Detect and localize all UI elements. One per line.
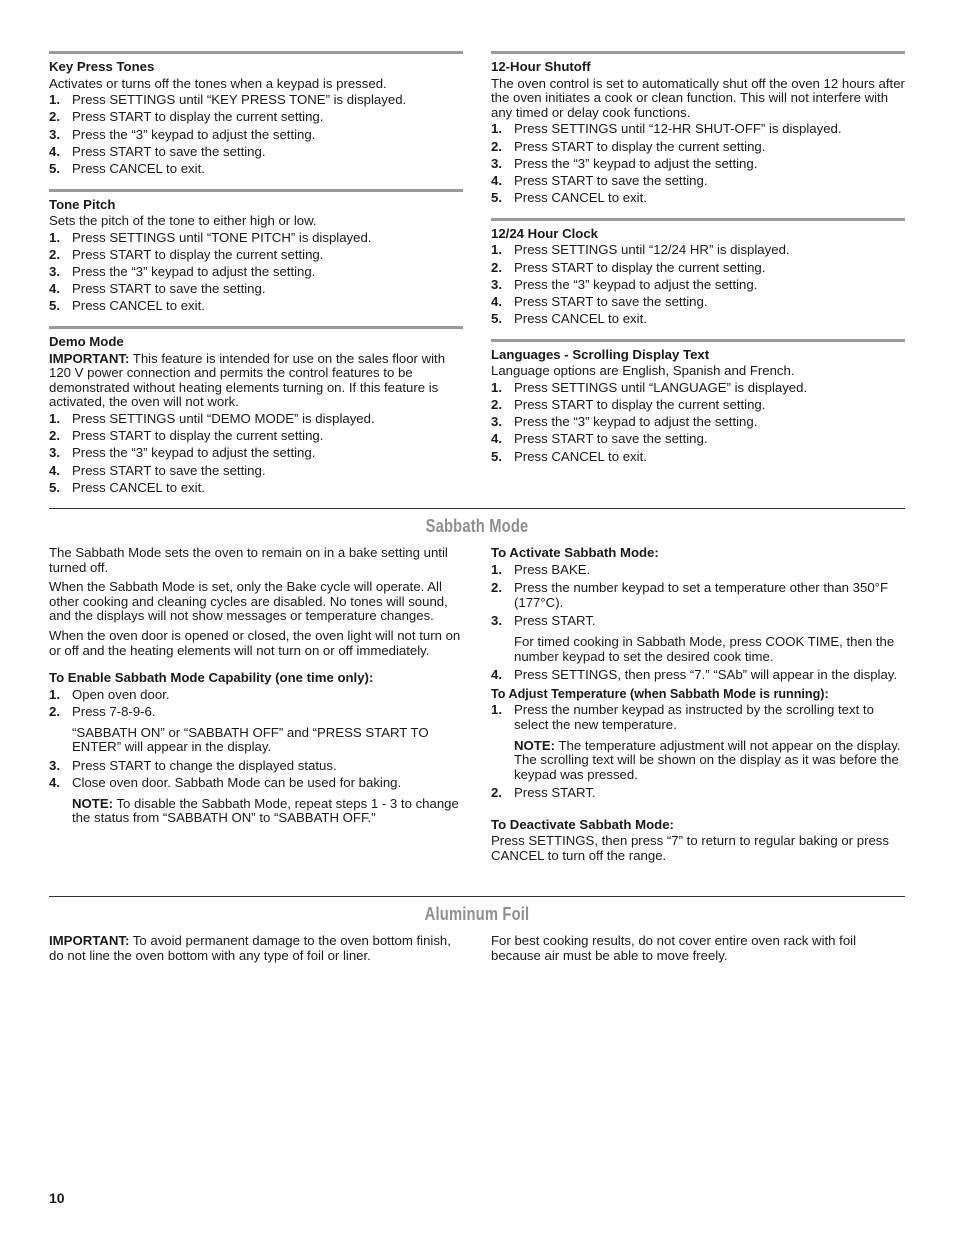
step-item: 2. Press START to display the current setting. xyxy=(491,397,766,413)
foil-tip: For best cooking results, do not cover entire oven rack with foil because air must be able to move freely. xyxy=(491,933,857,963)
aluminum-foil-title: Aluminum Foil xyxy=(424,904,530,924)
step-item: 2. Press START to display the current setting. xyxy=(49,428,324,444)
step-subnote: For timed cooking in Sabbath Mode, press COOK TIME, then the number keypad to set the desired cook time. xyxy=(514,633,895,664)
sabbath-mode-title: Sabbath Mode xyxy=(425,516,529,536)
step-item: 2. Press START. xyxy=(491,785,596,801)
steps-list xyxy=(491,381,905,464)
step-subnote: “SABBATH ON” or “SABBATH OFF” and “PRESS START TO ENTER” will appear in the display. xyxy=(72,724,429,755)
steps-list xyxy=(49,231,463,314)
step-item: 3. Press the “3” keypad to adjust the setting. xyxy=(491,276,758,292)
top-right-column xyxy=(491,51,905,476)
steps-list xyxy=(491,122,905,205)
section-heading: 12-Hour Shutoff xyxy=(491,59,591,74)
section-divider xyxy=(491,339,905,342)
step-item: 3. Press the “3” keypad to adjust the setting. xyxy=(491,414,758,430)
section-description: Language options are English, Spanish and French. xyxy=(491,363,795,379)
shutoff-section xyxy=(491,60,905,206)
step-item: 1. Press the number keypad as instructed by the scrolling text to select the new temperature. NOTE: The temperature adjustment will not appear on the display. The scrolling text will be shown on the display as it was before the keypad was pressed. xyxy=(491,703,905,782)
step-item: 3. Press START to change the displayed status. xyxy=(49,757,337,773)
step-item: 5. Press CANCEL to exit. xyxy=(491,448,647,464)
step-item: 1. Press SETTINGS until “TONE PITCH” is displayed. xyxy=(49,229,372,245)
top-left-column xyxy=(49,51,463,507)
activate-heading: To Activate Sabbath Mode: xyxy=(491,545,659,560)
enable-heading: To Enable Sabbath Mode Capability (one time only): xyxy=(49,670,374,686)
section-divider xyxy=(491,51,905,54)
section-heading: Languages - Scrolling Display Text xyxy=(491,346,710,362)
section-divider xyxy=(49,896,905,897)
step-item: 4. Press START to save the setting. xyxy=(491,293,708,309)
steps-list xyxy=(49,412,463,495)
sabbath-right-column xyxy=(491,546,905,865)
step-item: 4. Close oven door. Sabbath Mode can be used for baking. NOTE: To disable the Sabbath Mode, repeat steps 1 - 3 to change the status from “SABBATH ON” to “SABBATH OFF.” xyxy=(49,776,463,826)
section-description: Activates or turns off the tones when a keypad is pressed. xyxy=(49,75,387,91)
foil-left-column xyxy=(49,934,463,965)
step-item: 2. Press 7-8-9-6. “SABBATH ON” or “SABBATH OFF” and “PRESS START TO ENTER” will appear in the display. xyxy=(49,705,463,755)
adjust-steps-list xyxy=(491,703,905,801)
section-description: Sets the pitch of the tone to either high or low. xyxy=(49,213,317,229)
step-item: 5. Press CANCEL to exit. xyxy=(491,311,647,327)
enable-steps-list xyxy=(49,688,463,826)
step-item: 3. Press START. For timed cooking in Sabbath Mode, press COOK TIME, then the number keypad to set the desired cook time. xyxy=(491,614,905,664)
section-description: The oven control is set to automatically shut off the oven 12 hours after the oven initiates a cook or clean function. This will not interfere with any timed or delay cook functions. xyxy=(491,75,905,120)
section-heading: 12/24 Hour Clock xyxy=(491,225,599,241)
step-item: 3. Press the “3” keypad to adjust the setting. xyxy=(491,155,758,171)
section-divider xyxy=(49,189,463,192)
step-item: 3. Press the “3” keypad to adjust the setting. xyxy=(49,264,316,280)
note: NOTE: The temperature adjustment will not appear on the display. The scrolling text will be shown on the display as it was before the keypad was pressed. xyxy=(514,737,901,782)
important-paragraph: IMPORTANT: To avoid permanent damage to the oven bottom finish, do not line the oven bottom with any type of foil or liner. xyxy=(49,933,451,963)
note: NOTE: To disable the Sabbath Mode, repeat steps 1 - 3 to change the status from “SABBATH ON” to “SABBATH OFF.” xyxy=(72,795,459,826)
tone-pitch-section xyxy=(49,198,463,315)
languages-section xyxy=(491,348,905,465)
intro-paragraph: When the oven door is opened or closed, the oven light will not turn on or off and the heating elements will not turn on or off immediately. xyxy=(49,627,461,658)
step-item: 4. Press START to save the setting. xyxy=(49,281,266,297)
step-item: 4. Press START to save the setting. xyxy=(491,431,708,447)
section-heading: Key Press Tones xyxy=(49,59,155,74)
step-item: 5. Press CANCEL to exit. xyxy=(49,479,205,495)
step-item: 5. Press CANCEL to exit. xyxy=(49,298,205,314)
section-divider xyxy=(491,218,905,221)
section-divider xyxy=(49,326,463,329)
step-item: 2. Press START to display the current setting. xyxy=(491,138,766,154)
section-heading: Demo Mode xyxy=(49,334,124,350)
step-item: 1. Press SETTINGS until “12-HR SHUT-OFF” is displayed. xyxy=(491,121,842,137)
key-press-tones-section xyxy=(49,60,463,177)
step-item: 3. Press the “3” keypad to adjust the setting. xyxy=(49,445,316,461)
intro-paragraph: The Sabbath Mode sets the oven to remain on in a bake setting until turned off. xyxy=(49,545,448,575)
step-item: 2. Press START to display the current setting. xyxy=(49,109,324,125)
step-item: 2. Press START to display the current setting. xyxy=(49,246,324,262)
demo-mode-section xyxy=(49,335,463,495)
important-paragraph: IMPORTANT: This feature is intended for use on the sales floor with 120 V power connection and permits the control features to be demonstrated without heating elements turning on. If this feature is activated, the oven will not work. xyxy=(49,350,446,410)
foil-right-column xyxy=(491,934,905,965)
section-heading: Tone Pitch xyxy=(49,196,116,212)
step-item: 1. Press SETTINGS until “12/24 HR” is displayed. xyxy=(491,242,790,258)
adjust-heading: To Adjust Temperature (when Sabbath Mode is running): xyxy=(491,686,829,701)
step-item: 1. Press SETTINGS until “DEMO MODE” is displayed. xyxy=(49,411,375,427)
step-item: 2. Press START to display the current setting. xyxy=(491,259,766,275)
step-item: 4. Press START to save the setting. xyxy=(49,462,266,478)
deactivate-heading: To Deactivate Sabbath Mode: xyxy=(491,816,674,832)
sabbath-left-column xyxy=(49,546,463,830)
steps-list xyxy=(491,243,905,326)
step-item: 4. Press START to save the setting. xyxy=(49,143,266,159)
step-item: 5. Press CANCEL to exit. xyxy=(49,160,205,176)
clock-section xyxy=(491,227,905,327)
activate-steps-list xyxy=(491,563,905,683)
steps-list xyxy=(49,93,463,176)
intro-paragraph: When the Sabbath Mode is set, only the Bake cycle will operate. All other cooking and cleaning cycles are disabled. No tones will sound, and the displays will not show messages or temperature changes. xyxy=(49,579,448,624)
section-divider xyxy=(49,51,463,54)
step-item: 1. Press SETTINGS until “LANGUAGE” is displayed. xyxy=(491,379,808,395)
page-number: 10 xyxy=(49,1190,65,1206)
step-item: 4. Press SETTINGS, then press “7.” “SAb” will appear in the display. xyxy=(491,667,898,683)
section-divider xyxy=(49,508,905,509)
deactivate-text: Press SETTINGS, then press “7” to return to regular baking or press CANCEL to turn off the range. xyxy=(491,833,889,863)
step-item: 1. Press SETTINGS until “KEY PRESS TONE” is displayed. xyxy=(49,92,407,108)
step-item: 2. Press the number keypad to set a temperature other than 350°F (177°C). xyxy=(491,580,889,610)
step-item: 1. Open oven door. xyxy=(49,686,170,702)
step-item: 1. Press BAKE. xyxy=(491,561,591,577)
step-item: 4. Press START to save the setting. xyxy=(491,172,708,188)
step-item: 3. Press the “3” keypad to adjust the setting. xyxy=(49,126,316,142)
step-item: 5. Press CANCEL to exit. xyxy=(491,190,647,206)
